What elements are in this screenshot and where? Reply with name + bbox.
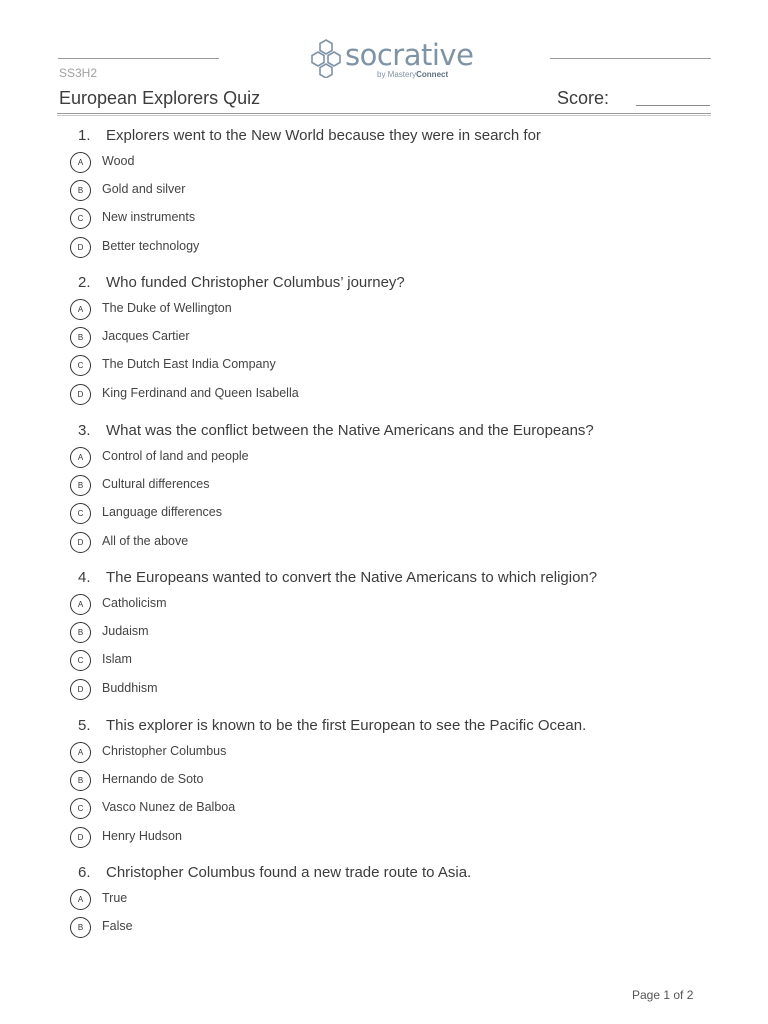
answer-option-c[interactable]	[0, 798, 400, 822]
question-text: Who funded Christopher Columbus’ journey?	[106, 274, 405, 291]
answer-bubble[interactable]: D	[70, 827, 91, 848]
question-text: The Europeans wanted to convert the Native Americans to which religion?	[106, 569, 598, 586]
answer-bubble[interactable]: D	[70, 237, 91, 258]
question-number: 5.	[78, 717, 91, 734]
answer-bubble[interactable]: B	[70, 622, 91, 643]
answer-bubble[interactable]: C	[70, 208, 91, 229]
question-number: 4.	[78, 569, 91, 586]
question-number: 1.	[78, 127, 91, 144]
answer-bubble[interactable]: C	[70, 355, 91, 376]
answer-option-a[interactable]	[0, 299, 400, 323]
answer-text: Islam	[102, 652, 132, 666]
answer-bubble[interactable]: A	[70, 742, 91, 763]
answer-bubble[interactable]: D	[70, 532, 91, 553]
answer-text: True	[102, 891, 128, 905]
answer-bubble[interactable]: C	[70, 650, 91, 671]
answer-option-d[interactable]	[0, 532, 400, 556]
answer-option-b[interactable]	[0, 327, 400, 351]
answer-text: Gold and silver	[102, 182, 186, 196]
answer-text: Judaism	[102, 624, 149, 638]
answer-text: Wood	[102, 154, 135, 168]
answer-option-b[interactable]	[0, 622, 400, 646]
answer-bubble[interactable]: B	[70, 327, 91, 348]
answer-bubble[interactable]: C	[70, 503, 91, 524]
answer-text: Language differences	[102, 505, 223, 519]
answer-text: Hernando de Soto	[102, 772, 204, 786]
class-code: SS3H2	[59, 66, 98, 80]
answer-bubble[interactable]: B	[70, 917, 91, 938]
answer-bubble[interactable]: B	[70, 180, 91, 201]
answer-bubble[interactable]: A	[70, 299, 91, 320]
answer-text: King Ferdinand and Queen Isabella	[102, 386, 299, 400]
question-number: 3.	[78, 422, 91, 439]
answer-option-c[interactable]	[0, 208, 400, 232]
hexagon-logo-icon	[309, 38, 343, 78]
score-label: Score:	[557, 88, 610, 108]
answer-option-d[interactable]	[0, 384, 400, 408]
question-text: Christopher Columbus found a new trade route to Asia.	[106, 864, 472, 881]
answer-bubble[interactable]: C	[70, 798, 91, 819]
answer-option-d[interactable]	[0, 827, 400, 851]
header-divider	[57, 113, 711, 116]
socrative-logo	[309, 38, 474, 82]
logo-byline: by MasteryConnect	[377, 70, 449, 79]
answer-option-a[interactable]	[0, 889, 400, 913]
answer-text: False	[102, 919, 133, 933]
answer-option-c[interactable]	[0, 650, 400, 674]
answer-text: The Dutch East India Company	[102, 357, 276, 371]
answer-option-d[interactable]	[0, 679, 400, 703]
question-text: This explorer is known to be the first European to see the Pacific Ocean.	[106, 717, 587, 734]
header-rule-right	[550, 58, 711, 59]
answer-text: Vasco Nunez de Balboa	[102, 800, 236, 814]
question-number: 6.	[78, 864, 91, 881]
answer-option-b[interactable]	[0, 180, 400, 204]
answer-option-c[interactable]	[0, 503, 400, 527]
answer-text: Catholicism	[102, 596, 167, 610]
logo-wordmark: socrative	[345, 38, 474, 72]
answer-option-a[interactable]	[0, 594, 400, 618]
page-number: Page 1 of 2	[632, 988, 694, 1002]
header-rule-left	[58, 58, 219, 59]
answer-text: The Duke of Wellington	[102, 301, 232, 315]
answer-option-b[interactable]	[0, 475, 400, 499]
answer-option-d[interactable]	[0, 237, 400, 261]
answer-option-a[interactable]	[0, 742, 400, 766]
answer-bubble[interactable]: A	[70, 447, 91, 468]
answer-option-b[interactable]	[0, 770, 400, 794]
answer-option-a[interactable]	[0, 447, 400, 471]
answer-option-a[interactable]	[0, 152, 400, 176]
answer-text: All of the above	[102, 534, 189, 548]
answer-bubble[interactable]: A	[70, 594, 91, 615]
score-blank-line	[636, 105, 710, 106]
question-text: Explorers went to the New World because they were in search for	[106, 127, 541, 144]
question-text: What was the conflict between the Native Americans and the Europeans?	[106, 422, 594, 439]
answer-text: Better technology	[102, 239, 200, 253]
answer-option-c[interactable]	[0, 355, 400, 379]
page-title: European Explorers Quiz	[59, 88, 261, 108]
answer-bubble[interactable]: B	[70, 770, 91, 791]
answer-bubble[interactable]: D	[70, 384, 91, 405]
answer-bubble[interactable]: A	[70, 152, 91, 173]
answer-bubble[interactable]: D	[70, 679, 91, 700]
answer-text: Henry Hudson	[102, 829, 182, 843]
answer-bubble[interactable]: B	[70, 475, 91, 496]
answer-option-b[interactable]	[0, 917, 400, 941]
answer-text: Buddhism	[102, 681, 158, 695]
answer-text: New instruments	[102, 210, 196, 224]
question-number: 2.	[78, 274, 91, 291]
answer-text: Jacques Cartier	[102, 329, 190, 343]
answer-bubble[interactable]: A	[70, 889, 91, 910]
answer-text: Cultural differences	[102, 477, 210, 491]
answer-text: Christopher Columbus	[102, 744, 227, 758]
answer-text: Control of land and people	[102, 449, 249, 463]
